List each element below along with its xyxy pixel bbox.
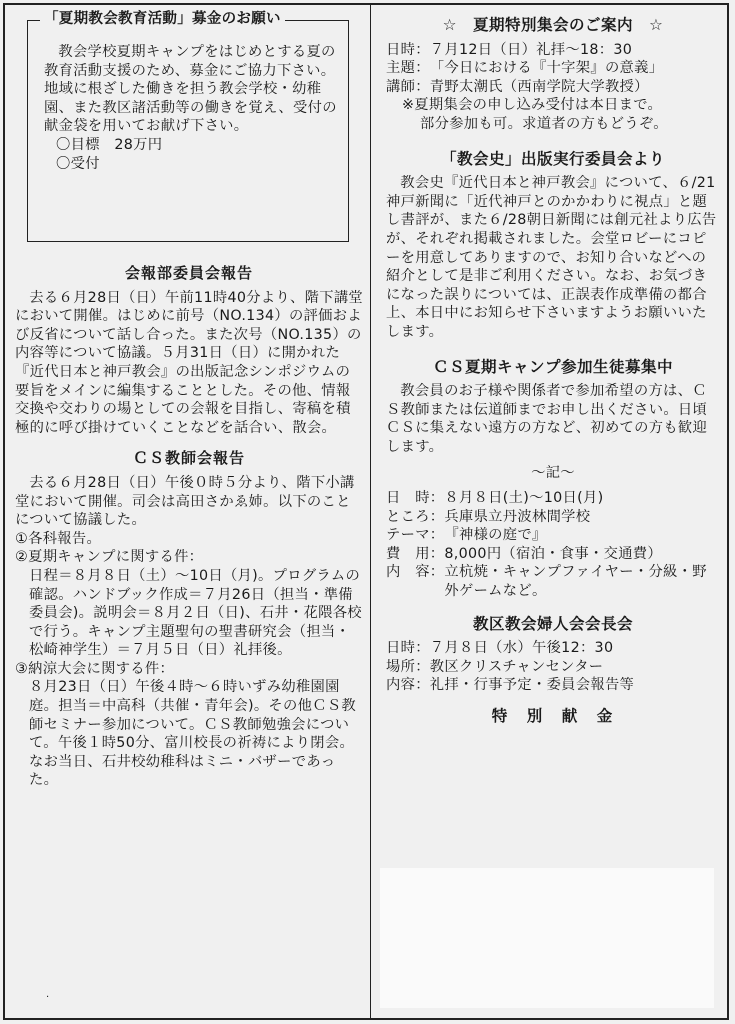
left-column: [15, 8, 363, 790]
event-date-row: [386, 41, 720, 60]
camp-detail-row: [386, 563, 720, 600]
event-speaker-label: 講師：: [386, 78, 430, 95]
offering-heading: 特 別 献 金: [491, 707, 615, 725]
women-heading: 教区教会婦人会会長会: [472, 614, 633, 633]
women-detail-value: 教区クリスチャンセンター: [429, 658, 604, 675]
camp-details: [386, 489, 720, 601]
donation-notice-title: 「夏期教会教育活動」募金のお願い: [40, 10, 285, 29]
event-theme-row: [386, 59, 720, 78]
camp-detail-value: 立杭焼・キャンプファイヤー・分級・野外ゲームなど。: [444, 564, 707, 600]
women-detail-label: 内容：: [386, 677, 430, 694]
event-note-1: ※夏期集会の申し込み受付は本日まで。: [402, 97, 663, 114]
camp-detail-row: [386, 508, 720, 527]
camp-detail-row: [386, 489, 720, 508]
event-date-label: 日時：: [386, 41, 430, 58]
event-note-2: 部分参加も可。求道者の方もどうぞ。: [420, 115, 668, 132]
camp-detail-row: [386, 526, 720, 545]
event-speaker-row: [386, 78, 720, 97]
camp-detail-row: [386, 545, 720, 564]
report1-body: 去る６月28日（日）午前11時40分より、階下講堂において開催。はじめに前号（NO.134）の評価および反省について話し合った。また次号（NO.135）の内容等について協議。５月31日（日）に開かれた『近代日本と神戸教会』の出版記念シンポジウムの要旨をメインに編集することとした。その他、情報交換や交わりの場としての会報を目指し、寄稿を積極的に呼び掛けていくことなどを話合い、散会。: [15, 289, 364, 436]
camp-detail-value: 兵庫県立丹波林間学校: [444, 508, 591, 525]
event-theme-value: 「今日における『十字架』の意義」: [429, 60, 664, 77]
report2-intro: 去る６月28日（日）午後０時５分より、階下小講堂において開催。司会は高田さかゑ姉。以下のことについて協議した。: [15, 474, 355, 529]
history-body: 教会史『近代日本と神戸教会』について、６/21神戸新聞に「近代神戸とのかかわりに視点」と題し書評が、また６/28朝日新聞には創元社より広告が、それぞれ掲載されました。会堂ロビーにコピーを用意してありますので、お知り合いなどへの紹介として是非ご利用ください。なお、お気づきになった誤りについては、正誤表作成準備の都合上、本日中にお知らせ下さいますようお願いいたします。: [386, 175, 717, 340]
women-detail-row: [386, 658, 720, 677]
event-date-value: ７月12日（日）礼拝～18：30: [429, 41, 633, 58]
offering-blank-area: [380, 868, 714, 1008]
camp-detail-value: 8,000円（宿泊・食事・交通費）: [444, 545, 662, 562]
women-detail-label: 日時：: [386, 640, 430, 657]
camp-detail-label: 費 用：: [386, 545, 445, 562]
report2-item1: ①各科報告。: [15, 530, 102, 547]
column-divider: [370, 4, 371, 1019]
camp-detail-value: ８月８日(土)～10日(月): [444, 490, 604, 507]
event-speaker-value: 青野太潮氏（西南学院大学教授）: [429, 78, 649, 95]
page-dot: ·: [46, 992, 50, 1003]
camp-ki: ～記～: [531, 465, 575, 482]
event-theme-label: 主題：: [386, 60, 430, 77]
donation-reception: 〇受付: [56, 155, 100, 172]
women-detail-row: [386, 676, 720, 695]
camp-detail-label: ところ：: [386, 508, 445, 525]
donation-goal: 〇目標 28万円: [56, 136, 163, 153]
camp-detail-value: 『神様の庭で』: [444, 527, 547, 544]
report2-item3-title: ③納涼大会に関する件：: [15, 660, 175, 677]
report1-heading: 会報部委員会報告: [124, 264, 253, 282]
report2-item2-body: 日程＝８月８日（土）～10日（月)。プログラムの確認。ハンドブック作成＝７月26日（担当・準備委員会)。説明会＝８月２日（日)、石井・花隈各校で行う。キャンプ主題聖句の聖書研究会（担当・松崎神学生）＝７月５日（日）礼拝後。: [29, 567, 362, 659]
event-heading: ☆ 夏期特別集会のご案内 ☆: [442, 16, 664, 34]
report2-item3-body: ８月23日（日）午後４時～６時いずみ幼稚園園庭。担当＝中高科（共催・青年会)。その他ＣＳ教師セミナー参加について。ＣＳ教師勉強会について。午後１時50分、富川校長の祈祷により閉会。なお当日、石井校幼稚科はミニ・バザーであった。: [29, 679, 357, 789]
donation-notice-body: 教会学校夏期キャンプをはじめとする夏の教育活動支援のため、募金にご協力下さい。地域に根ざした働きを担う教会学校・幼稚園、また教区諸活動等の働きを覚え、受付の献金袋を用いてお献げ下さい。: [44, 44, 337, 135]
women-details: [386, 639, 720, 695]
history-heading: 「教会史」出版実行委員会より: [440, 149, 665, 168]
right-column: [386, 16, 720, 732]
donation-notice-box: [27, 11, 349, 242]
report2-heading: ＣＳ教師会報告: [132, 449, 245, 468]
report2-item2-title: ②夏期キャンプに関する件：: [15, 549, 204, 566]
camp-detail-label: 日 時：: [386, 490, 445, 507]
women-detail-value: ７月８日（水）午後12：30: [429, 640, 614, 657]
camp-detail-label: テーマ：: [386, 527, 445, 544]
women-detail-value: 礼拝・行事予定・委員会報告等: [429, 677, 635, 694]
camp-body: 教会員のお子様や関係者で参加希望の方は、ＣＳ教師または伝道師までお申し出ください。日頃ＣＳに集えない遠方の方など、初めての方も歓迎します。: [386, 383, 708, 455]
camp-heading: ＣＳ夏期キャンプ参加生徒募集中: [432, 357, 673, 376]
women-detail-label: 場所：: [386, 658, 430, 675]
women-detail-row: [386, 639, 720, 658]
camp-detail-label: 内 容：: [386, 564, 445, 581]
